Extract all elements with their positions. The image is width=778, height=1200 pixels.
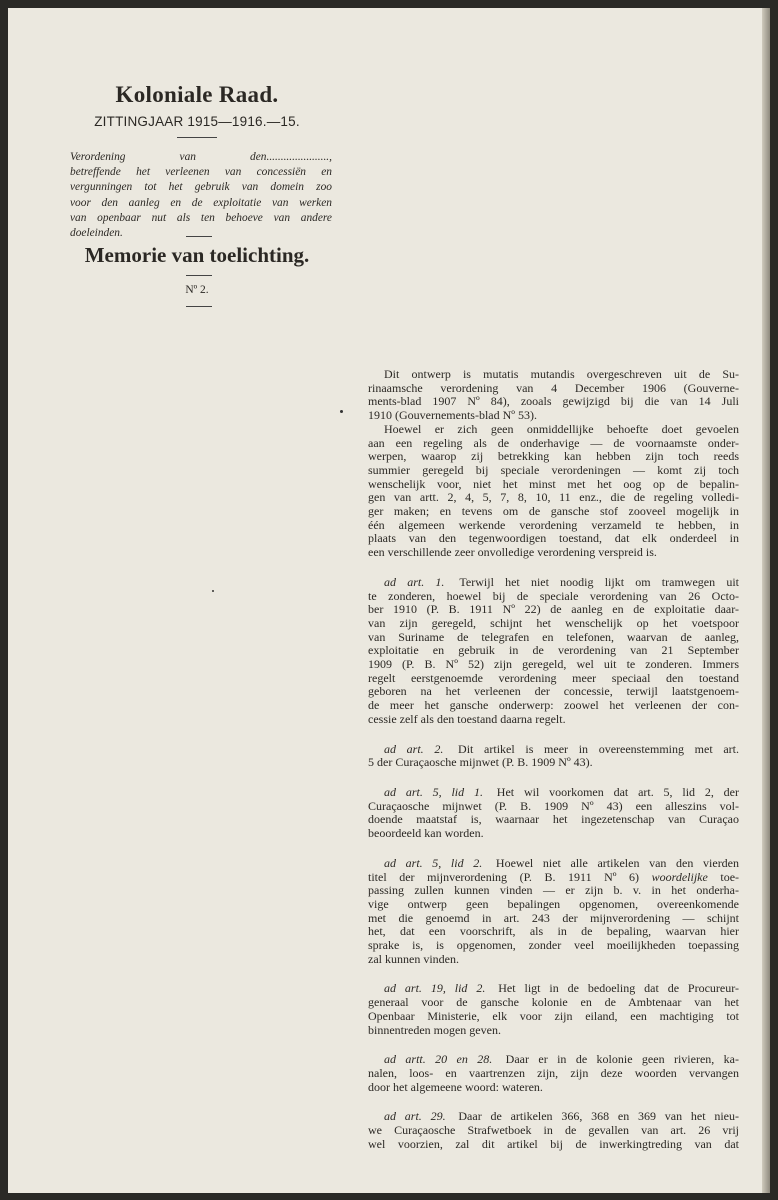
text-line: wel voorzien, zal dit artikel bij de inwerkingtreding van dat bbox=[368, 1136, 739, 1151]
text-line: generaal voor de gansche kolonie en de Ambtenaar van het bbox=[368, 995, 739, 1010]
text-line: van Suriname de telegrafen en telefonen, waarvan de aanleg, bbox=[368, 629, 739, 644]
text-line: één algemeen werkende verordening verzameld te hebben, in bbox=[368, 517, 739, 532]
text-line bbox=[368, 576, 739, 590]
article-label: ad art. 5, lid 1. bbox=[384, 784, 483, 799]
memo-body bbox=[368, 368, 739, 1151]
text-line bbox=[368, 743, 739, 757]
text-span: Het wil voorkomen dat art. 5, lid 2, der bbox=[496, 784, 740, 799]
document-header bbox=[62, 82, 332, 146]
article-label: ad art. 2. bbox=[384, 741, 444, 756]
text-line: gen van artt. 2, 4, 5, 7, 8, 10, 11 enz., die de regeling volledi- bbox=[368, 490, 739, 505]
text-line: sprake is, is opgenomen, zonder veel moeilijkheden toepassing bbox=[368, 938, 739, 953]
decree-line: voor den aanleg en de exploitatie van werken bbox=[70, 196, 332, 209]
decree-line: betreffende het verleenen van concessiën en bbox=[70, 166, 332, 179]
text-line: regelt eerstgenoemde verordening meer speciaal den toestand bbox=[368, 670, 739, 685]
text-line: ger maken; en tevens om de gansche stof zooveel mogelijk in bbox=[368, 504, 739, 519]
decree-line: doeleinden. bbox=[70, 227, 123, 240]
text-line: Dit ontwerp is mutatis mutandis overgeschreven uit de Su- bbox=[384, 367, 739, 381]
text-line: doende maatstaf is, waarnaar het ingezetenschap van Curaçao bbox=[368, 812, 739, 827]
text-line: binnentreden mogen geven. bbox=[368, 1022, 501, 1037]
divider bbox=[186, 236, 212, 237]
text-line: 1909 (P. B. Nº 52) zijn geregeld, wel uit te zonderen. Immers bbox=[368, 657, 739, 672]
paragraph-reason bbox=[368, 423, 739, 560]
article-label: ad art. 19, lid 2. bbox=[384, 981, 486, 996]
text-line: geboren na het verleenen der concessie, terwijl laatstgenoem- bbox=[368, 684, 739, 699]
paragraph-art-5-2 bbox=[368, 857, 739, 967]
session-year: ZITTINGJAAR 1915—1916.—15. bbox=[94, 114, 300, 129]
text-line: passing zullen kunnen vinden — er zijn b. v. in het onderha- bbox=[368, 883, 739, 898]
paragraph-art-5-1 bbox=[368, 786, 739, 841]
text-line: het, dat een voorschrift, als in de bepaling, waarvan hier bbox=[368, 924, 739, 939]
text-line bbox=[368, 982, 739, 996]
text-line: Openbaar Ministerie, elk voor zijn eiland, een machtiging tot bbox=[368, 1008, 739, 1023]
text-line: van zijn geregeld, schijnt het wenschelijk op het voetspoor bbox=[368, 615, 739, 630]
text-line bbox=[368, 1053, 739, 1067]
decree-line: van openbaar nut als ten behoeve van andere bbox=[70, 211, 332, 224]
text-span: toe- bbox=[720, 869, 740, 884]
article-label: ad art. 5, lid 2. bbox=[384, 855, 483, 870]
text-span: Hoewel niet alle artikelen van den vierden bbox=[495, 855, 740, 870]
text-line: rinaamsche verordening van 4 December 1906 (Gouverne- bbox=[368, 380, 739, 395]
text-line: plaats van den tegenwoordigen toestand, dat elk onderdeel in bbox=[368, 531, 739, 546]
text-line: met die genoemd in art. 243 der mijnverordening — schijnt bbox=[368, 910, 739, 925]
paragraph-intro bbox=[368, 368, 739, 423]
document-number: Nº 2. bbox=[185, 284, 209, 296]
text-line: cessie zelf als den toestand daarna regelt. bbox=[368, 711, 566, 726]
emphasis: woordelijke bbox=[651, 869, 708, 884]
text-line: ber 1910 (P. B. 1911 Nº 22) de aanleg en de exploitatie daar- bbox=[368, 602, 739, 617]
text-span: Terwijl het niet noodig lijkt om tramwegen uit bbox=[459, 574, 739, 589]
text-span: titel der mijnverordening (P. B. 1911 Nº 6) bbox=[368, 869, 640, 884]
text-line bbox=[368, 871, 739, 885]
decree-description bbox=[70, 150, 332, 241]
text-line: vige ontwerp geen bepalingen opgenomen, overeenkomende bbox=[368, 896, 739, 911]
text-line: aan een regeling als de onderhavige — de voornaamste onder- bbox=[368, 435, 739, 450]
memo-title: Memorie van toelichting. bbox=[84, 243, 310, 267]
text-line bbox=[368, 1110, 739, 1124]
text-line: te zonderen, hoewel bij de speciale verordening van 26 Octo- bbox=[368, 588, 739, 603]
page-title: Koloniale Raad. bbox=[115, 82, 279, 107]
page-edge bbox=[762, 8, 770, 1193]
decree-line: Verordening van den......................, bbox=[70, 151, 332, 163]
paragraph-art-20-28 bbox=[368, 1053, 739, 1094]
text-line: 1910 (Gouvernements-blad Nº 53). bbox=[368, 408, 538, 423]
text-span: Daar er in de kolonie geen rivieren, ka- bbox=[505, 1052, 740, 1067]
divider bbox=[177, 137, 217, 138]
decree-line: vergunningen tot het gebruik van domein zoo bbox=[70, 181, 332, 194]
text-line: 5 der Curaçaosche mijnwet (P. B. 1909 Nº 43). bbox=[368, 755, 593, 770]
text-line: zal kunnen vinden. bbox=[368, 951, 459, 966]
text-line: een verschillende zeer onvolledige verordening verspreid is. bbox=[368, 545, 657, 560]
divider bbox=[186, 275, 212, 276]
text-span: Dit artikel is meer in overeenstemming met art. bbox=[458, 741, 739, 756]
text-line: summier geregeld bij speciale verordeningen — komt zij toch bbox=[368, 462, 739, 477]
paragraph-art-2 bbox=[368, 743, 739, 770]
text-line: de meer het gansche onderwerp: zoowel het verleenen der con- bbox=[368, 698, 739, 713]
text-line: werpen, waarop zij betrekking kan hebben zijn toch reeds bbox=[368, 449, 739, 464]
text-line: door het algemeene woord: wateren. bbox=[368, 1079, 543, 1094]
text-line: wenschelijk voor, niet het minst met het oog op de bepalin- bbox=[368, 476, 739, 491]
text-line bbox=[368, 786, 739, 800]
paragraph-art-19 bbox=[368, 982, 739, 1037]
print-speck bbox=[212, 590, 214, 592]
text-line: nalen, loos- en vaartrenzen zijn, zijn deze woorden vervangen bbox=[368, 1065, 739, 1080]
text-line bbox=[368, 857, 739, 871]
text-line: Hoewel er zich geen onmiddellijke behoefte doet gevoelen bbox=[384, 421, 739, 436]
text-line: exploitatie en gebruik in de verordening van 21 September bbox=[368, 643, 739, 658]
article-label: ad artt. 20 en 28. bbox=[384, 1052, 493, 1067]
text-line: Curaçaosche mijnwet (P. B. 1909 Nº 43) een alleszins vol- bbox=[368, 798, 739, 813]
divider bbox=[186, 306, 212, 307]
print-speck bbox=[340, 410, 343, 413]
text-line: we Curaçaosche Strafwetboek in de gevallen van art. 26 vrij bbox=[368, 1123, 739, 1138]
paragraph-art-1 bbox=[368, 576, 739, 727]
text-line: ments-blad 1907 Nº 84), zooals gewijzigd bij die van 14 Juli bbox=[368, 394, 739, 409]
paragraph-art-29 bbox=[368, 1110, 739, 1151]
text-span: Daar de artikelen 366, 368 en 369 van het nieu- bbox=[458, 1109, 740, 1124]
article-label: ad art. 1. bbox=[384, 574, 445, 589]
article-label: ad art. 29. bbox=[384, 1109, 446, 1124]
text-span: Het ligt in de bedoeling dat de Procureur- bbox=[498, 981, 740, 996]
text-line: beoordeeld kan worden. bbox=[368, 826, 484, 841]
